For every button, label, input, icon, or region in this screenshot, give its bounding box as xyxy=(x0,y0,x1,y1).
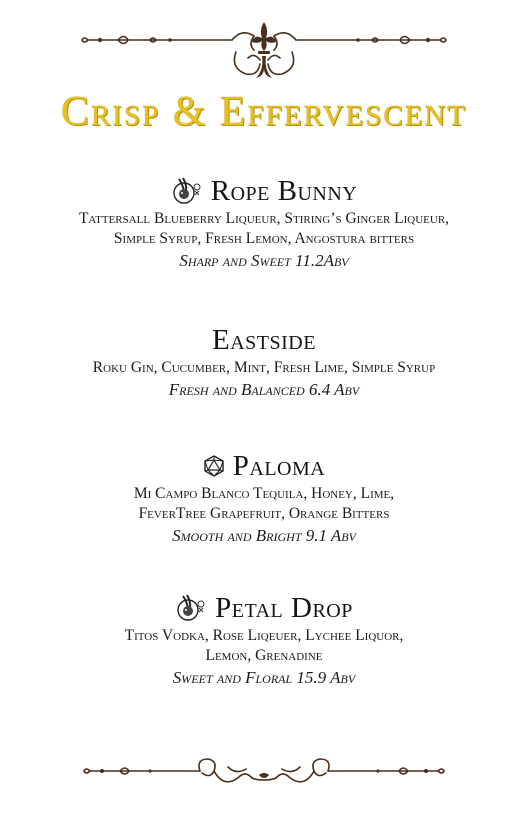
ingredients-line: Roku Gin, Cucumber, Mint, Fresh Lime, Simple Syrup xyxy=(92,359,436,376)
ingredients-line: Simple Syrup, Fresh Lemon, Angostura bitters xyxy=(113,230,415,247)
ingredients-line: Tattersall Blueberry Liqueur, Stiring’s Ginger Liqueur, xyxy=(78,210,450,227)
item-tasting-note: Smooth and Bright 9.1 Abv xyxy=(172,526,356,545)
menu-item-petal-drop xyxy=(0,592,528,689)
bunny-icon xyxy=(171,175,203,207)
item-name: Eastside xyxy=(212,323,316,356)
bunny-icon xyxy=(175,592,207,624)
item-ingredients xyxy=(0,209,528,249)
ingredients-line: Mi Campo Blanco Tequila, Honey, Lime, xyxy=(133,485,395,502)
item-tasting-note: Fresh and Balanced 6.4 Abv xyxy=(168,380,360,399)
menu-item-eastside xyxy=(0,324,528,401)
item-name: Petal Drop xyxy=(215,591,353,624)
menu-section-title: Crisp & Effervescent xyxy=(60,89,468,135)
item-name: Paloma xyxy=(232,449,326,482)
item-ingredients xyxy=(0,484,528,524)
menu-item-paloma xyxy=(0,450,528,547)
bottom-ornament-divider xyxy=(0,755,528,795)
top-ornament-divider xyxy=(0,18,528,88)
d20-dice-icon xyxy=(203,455,225,477)
menu-item-rope-bunny xyxy=(0,175,528,272)
ingredients-line: FeverTree Grapefruit, Orange Bitters xyxy=(138,505,390,522)
ingredients-line: Lemon, Grenadine xyxy=(205,647,323,664)
ingredients-line: Titos Vodka, Rose Liqeuer, Lychee Liquor, xyxy=(124,627,404,644)
item-tasting-note: Sharp and Sweet 11.2Abv xyxy=(179,251,349,270)
item-name: Rope Bunny xyxy=(210,174,358,207)
item-tasting-note: Sweet and Floral 15.9 Abv xyxy=(172,668,356,687)
item-ingredients xyxy=(0,626,528,666)
item-ingredients xyxy=(0,358,528,378)
